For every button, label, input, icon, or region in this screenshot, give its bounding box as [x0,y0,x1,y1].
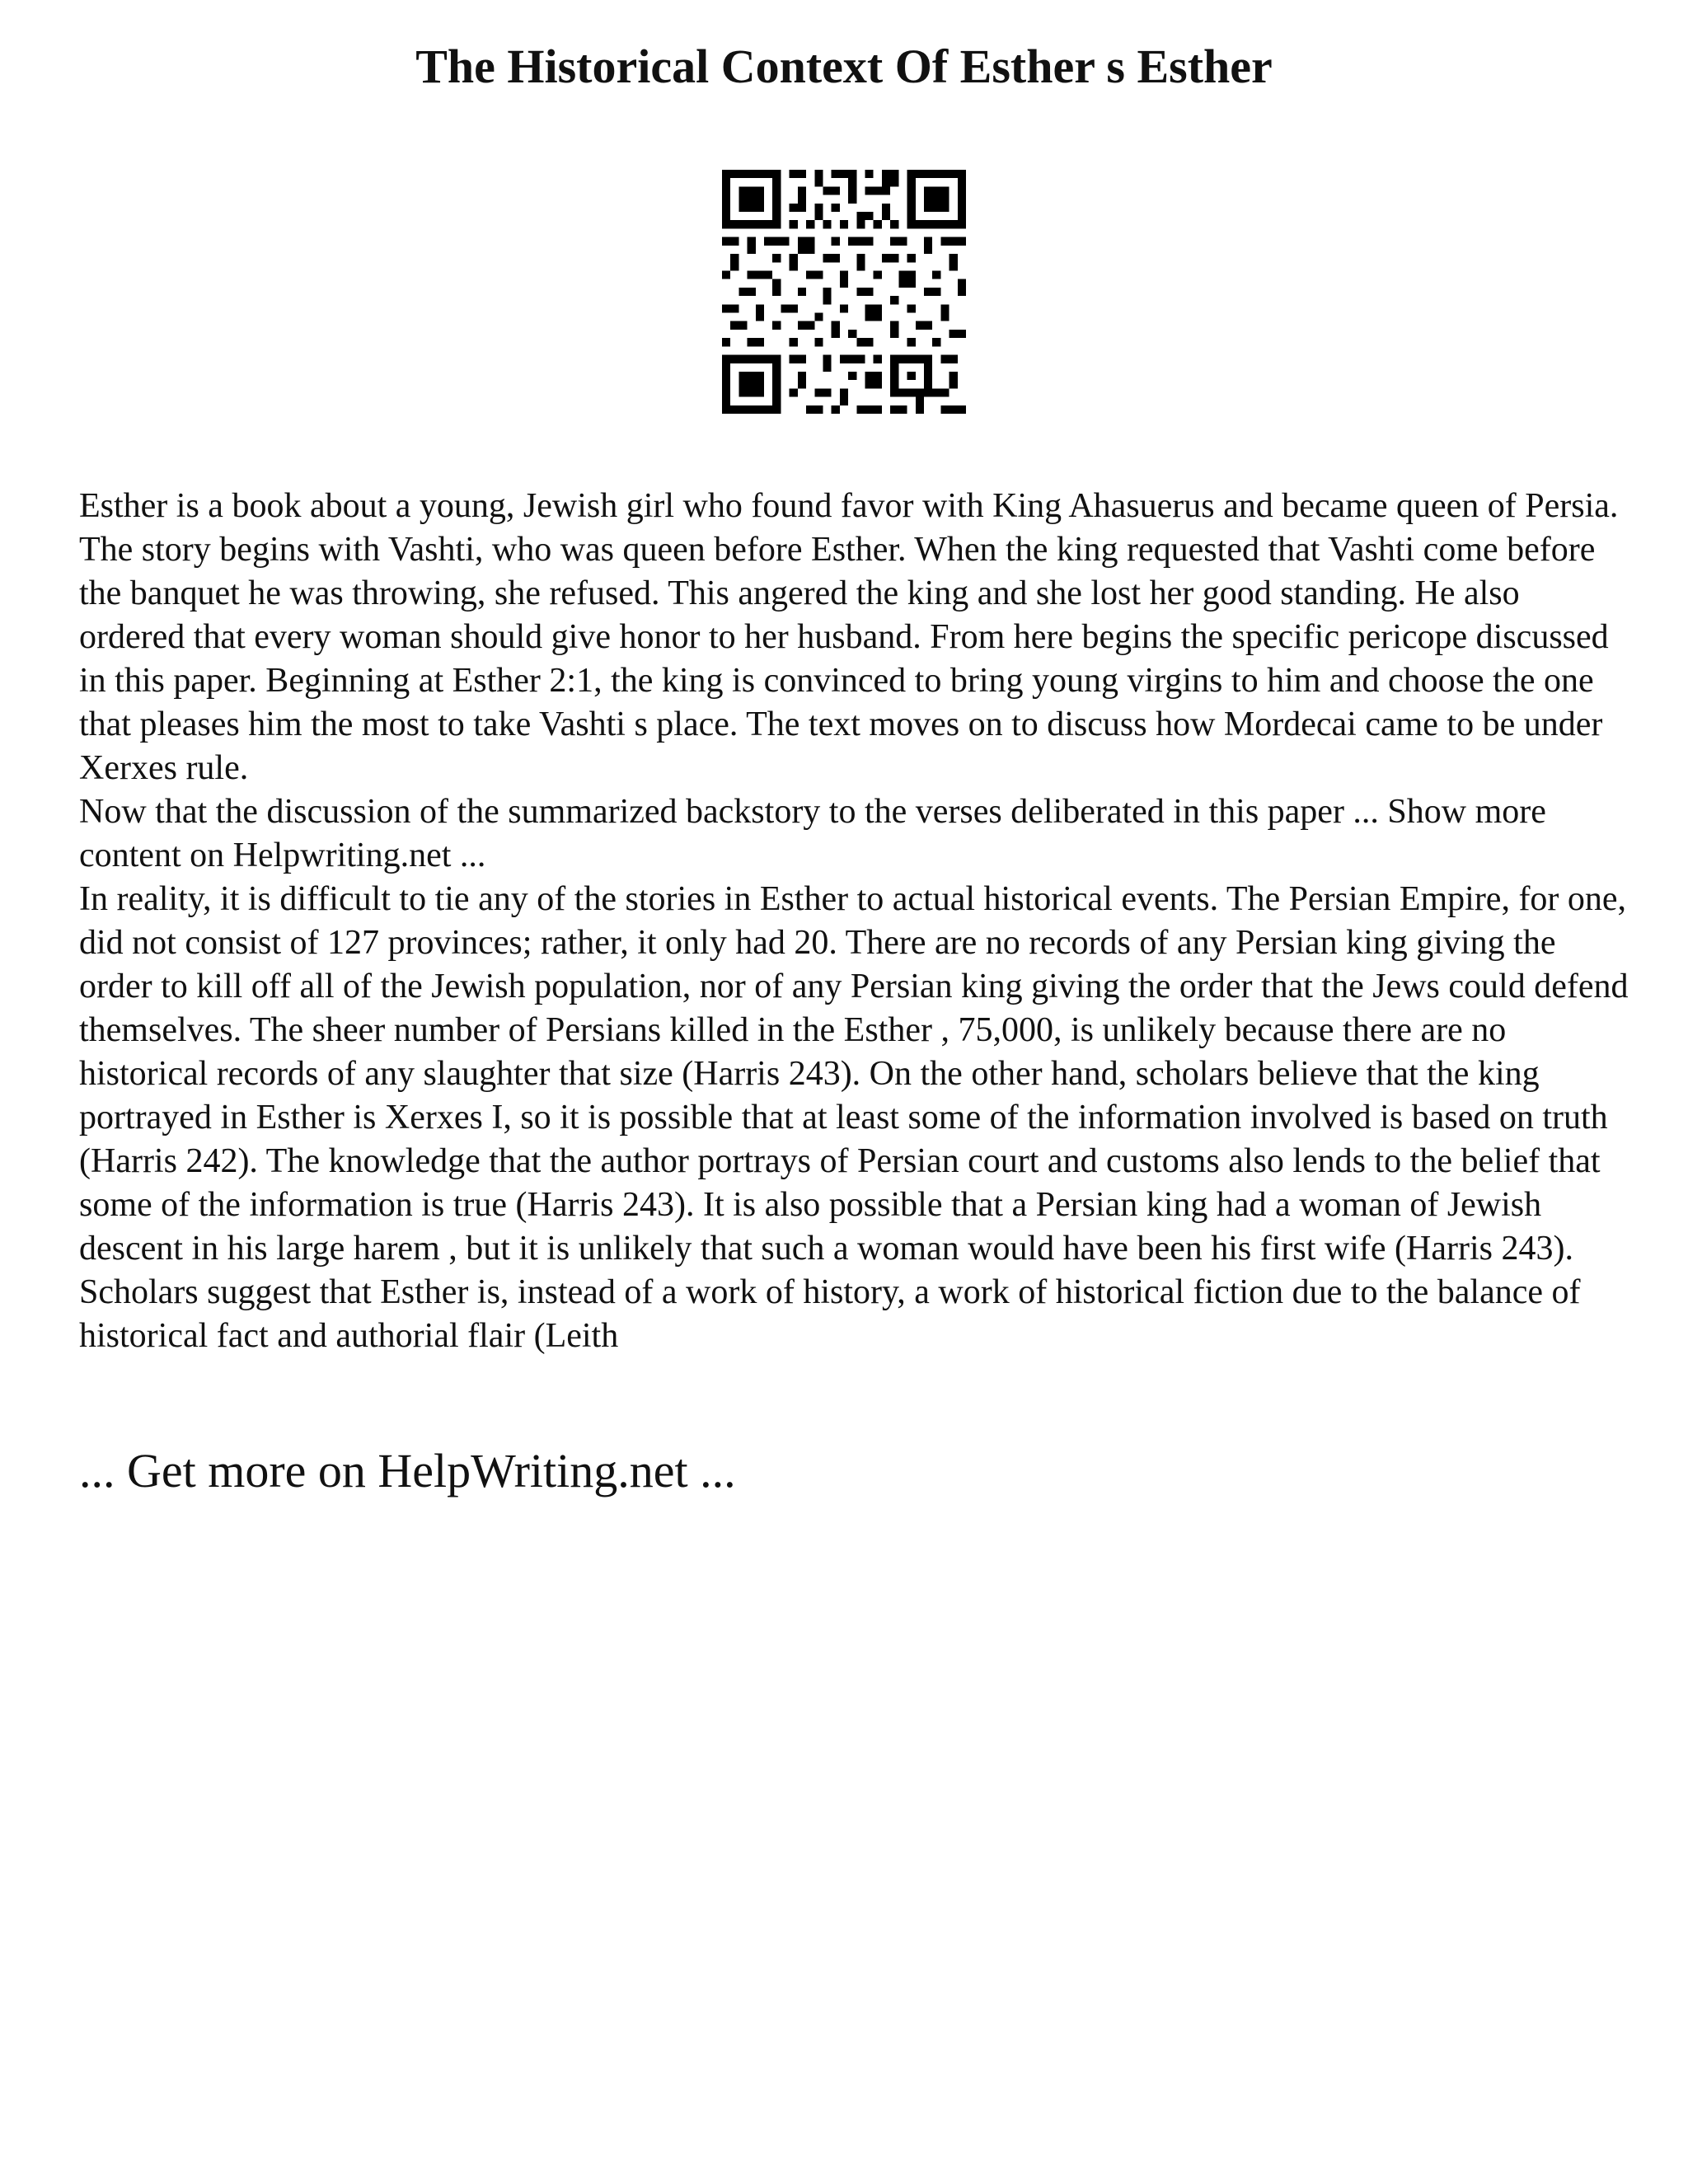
paragraph-intro: Esther is a book about a young, Jewish girl who found favor with King Ahasuerus and became queen of Persia. The story begins with Vashti, who was queen before Esther. When the king requested that Vashti come before the banquet he was throwing, she refused. This angered the king and she lost her good standing. He also ordered that every woman should give honor to her husband. From here begins the specific pericope discussed in this paper. Beginning at Esther 2:1, the king is convinced to bring young virgins to him and choose the one that pleases him the most to take Vashti s place. The text moves on to discuss how Mordecai came to be under Xerxes rule. [79,487,1619,787]
page-title: The Historical Context Of Esther s Esther [415,40,1273,93]
qr-code-icon [722,170,966,414]
article-body [79,485,1629,1358]
get-more-link[interactable]: ... Get more on HelpWriting.net ... [79,1444,736,1497]
paragraph-historical-analysis: In reality, it is difficult to tie any of the stories in Esther to actual historical events. The Persian Empire, for one, did not consist of 127 provinces; rather, it only had 20. There are no records of any Persian king giving the order to kill off all of the Jewish population, nor of any Persian king giving the order that the Jews could defend themselves. The sheer number of Persians killed in the Esther , 75,000, is unlikely because there are no historical records of any slaughter that size (Harris 243). On the other hand, scholars believe that the king portrayed in Esther is Xerxes I, so it is possible that at least some of the information involved is based on truth (Harris 242). The knowledge that the author portrays of Persian court and customs also lends to the belief that some of the information is true (Harris 243). It is also possible that a Persian king had a woman of Jewish descent in his large harem , but it is unlikely that such a woman would have been his first wife (Harris 243). Scholars suggest that Esther is, instead of a work of history, a work of historical fiction due to the balance of historical fact and authorial flair (Leith [79,880,1629,1355]
paragraph-show-more: Now that the discussion of the summarized backstory to the verses deliberated in this paper ... Show more content on Helpwriting.net ... [79,793,1546,874]
